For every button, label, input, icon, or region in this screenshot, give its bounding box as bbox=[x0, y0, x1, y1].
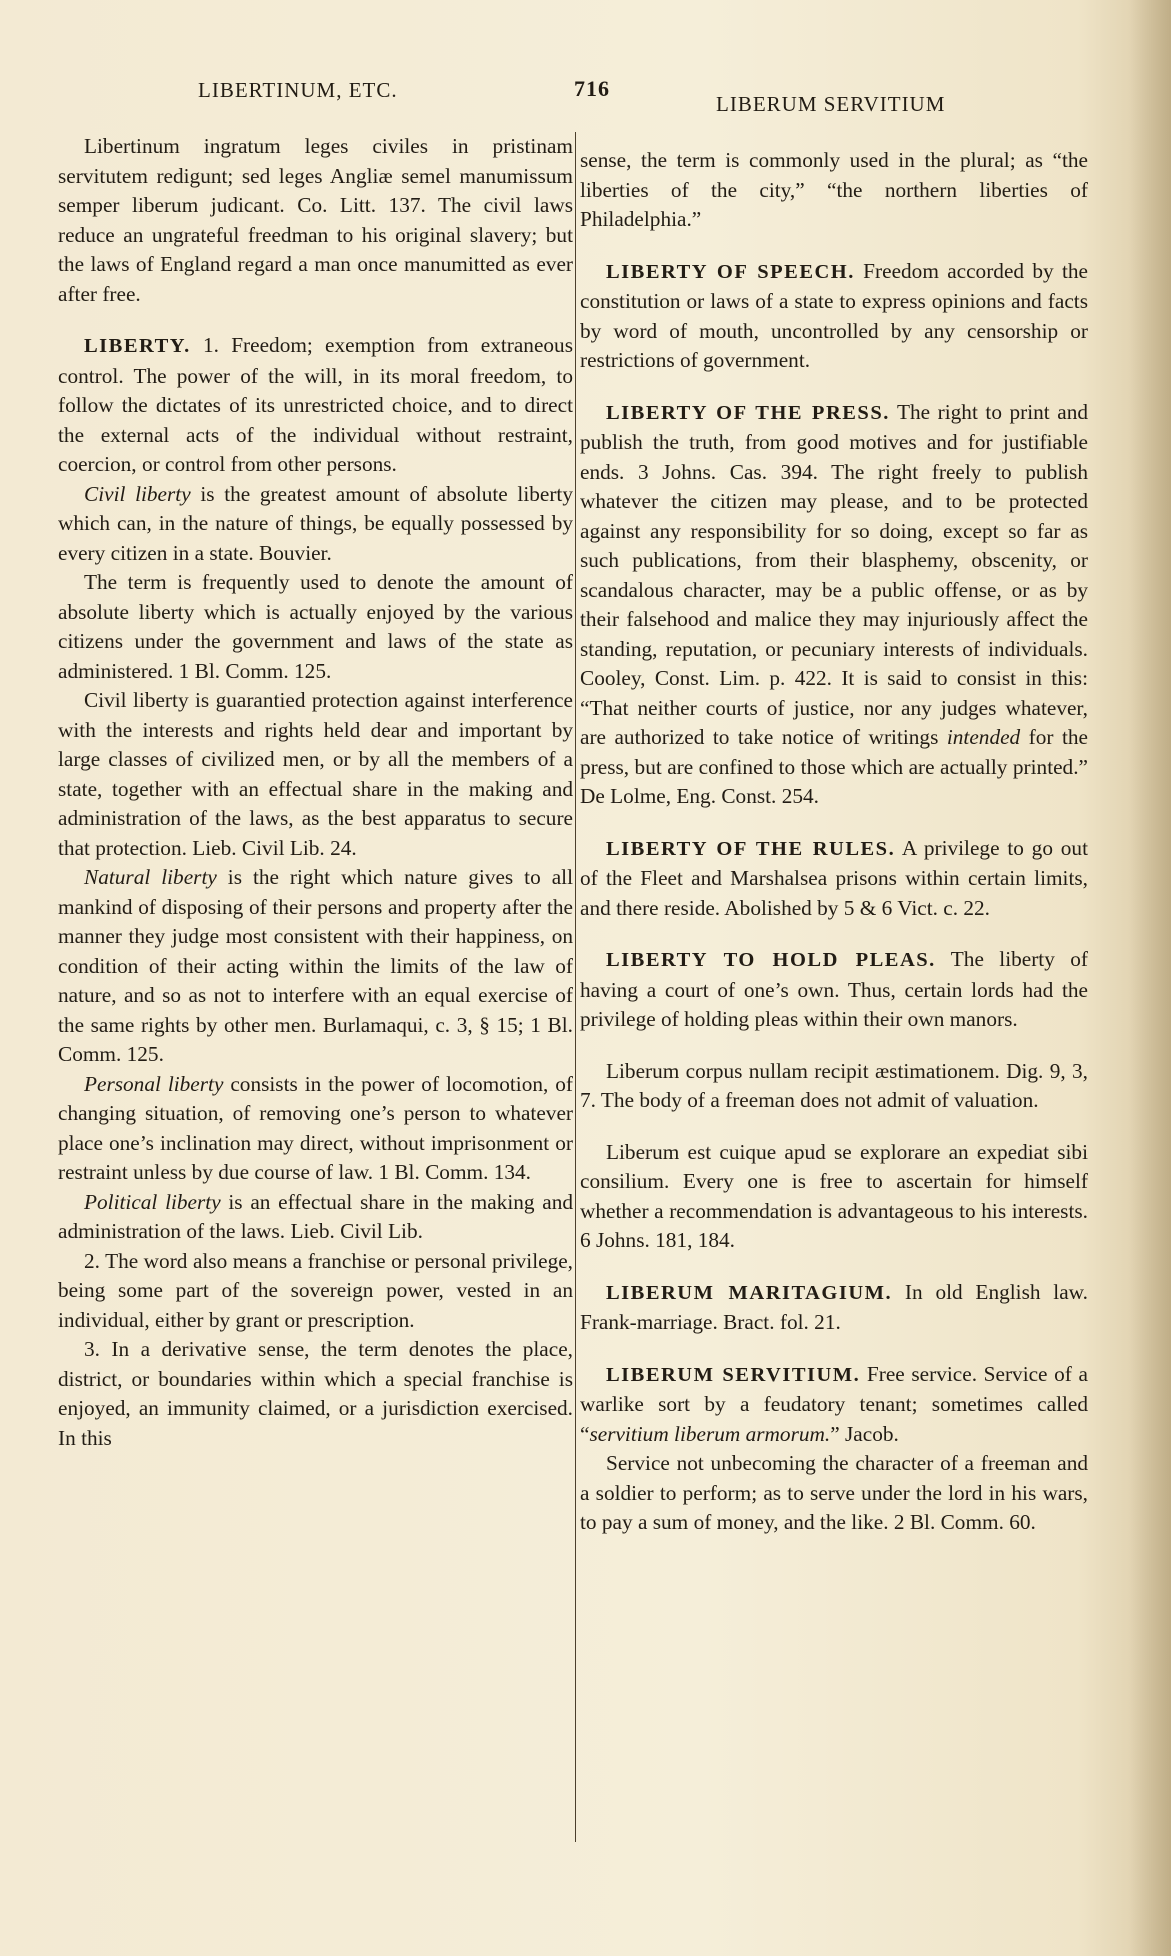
press-definition-2: for the press, but are confined to those which are actually printed.” De Lolme, Eng. Const. 254. bbox=[580, 725, 1089, 808]
service-para: Service not unbecoming the character of a freeman and a soldier to perform; as to serve under the lord in his wars, to pay a sum of money, and the like. 2 Bl. Comm. 60. bbox=[580, 1451, 1088, 1534]
right-column bbox=[580, 146, 1088, 1538]
term-natural-liberty: Natural liberty bbox=[84, 865, 217, 889]
headword-liberty-of-the-press: LIBERTY OF THE PRESS. bbox=[606, 401, 890, 424]
running-head-right: LIBERUM SERVITIUM bbox=[716, 92, 946, 116]
entry-liberty-of-speech bbox=[580, 257, 1088, 376]
entry-liberty-to-hold-pleas bbox=[580, 945, 1088, 1035]
personal-liberty-text: consists in the power of locomotion, of changing situation, of removing one’s person to whatever place one’s inclination may direct, without imprisonment or restraint unless by due course of law. 1 Bl. Comm. 134. bbox=[58, 1071, 573, 1184]
continuation-para: sense, the term is commonly used in the plural; as “the liberties of the city,” “the northern liberties of Philadelphia.” bbox=[580, 148, 1088, 231]
headword-liberty-of-speech: LIBERTY OF SPEECH. bbox=[606, 260, 855, 283]
entry-libertinum: Libertinum ingratum leges civiles in pristinam servitutem redigunt; sed leges Angliæ semel manumissum semper liberum judicant. Co. Litt. 137. The civil laws reduce an ungrateful freedman to his original slavery; but the laws of England regard a man once manumitted as ever after free. bbox=[58, 134, 573, 306]
press-definition-1: The right to print and publish the truth, from good motives and for justifiable ends. 3 Johns. Cas. 394. The right freely to publish whatever the citizen may please, and to be protected against any responsibility for so doing, except so far as such publications, from their blasphemy, obscenity, or scandalous character, may be a public offense, or as by their falsehood and malice they may injuriously affect the standing, reputation, or pecuniary interests of individuals. Cooley, Const. Lim. p. 422. It is said to consist in this: “That neither courts of justice, nor any judges whatever, are authorized to take notice of writings bbox=[580, 399, 1089, 749]
maritagium-definition: In old English law. Frank-marriage. Bract. fol. 21. bbox=[580, 1279, 1088, 1334]
rules-definition: A privilege to go out of the Fleet and Marshalsea prisons within certain limits, and there reside. Abolished by 5 & 6 Vict. c. 22. bbox=[580, 835, 1088, 920]
servitium-definition-1: Free service. Service of a warlike sort by a feudatory tenant; sometimes called “ bbox=[580, 1361, 1088, 1446]
headword-liberum-maritagium: LIBERUM MARITAGIUM. bbox=[606, 1281, 893, 1304]
natural-liberty-para bbox=[58, 863, 573, 1070]
headword-liberum-servitium: LIBERUM SERVITIUM. bbox=[606, 1363, 861, 1386]
entry-liberty-of-the-press bbox=[580, 398, 1088, 812]
natural-liberty-text: is the right which nature gives to all mankind of disposing of their persons and property after the manner they judge most consistent with their happiness, on condition of their acting within the limits of the law of nature, and so as not to interfere with an equal exercise of the same rights by other men. Burlamaqui, c. 3, § 15; 1 Bl. Comm. 125. bbox=[58, 865, 573, 1066]
political-liberty-text: is an effectual share in the making and administration of the laws. Lieb. Civil Lib. bbox=[58, 1189, 574, 1243]
column-divider bbox=[575, 132, 576, 1842]
civil-liberty-text: is the greatest amount of absolute liberty which can, in the nature of things, be equally possessed by every citizen in a state. Bouvier. bbox=[58, 481, 573, 565]
sense-2-para: 2. The word also means a franchise or personal privilege, being some part of the sovereign power, vested in an individual, either by grant or prescription. bbox=[58, 1248, 573, 1332]
servitium-definition-2: ” Jacob. bbox=[830, 1421, 899, 1446]
term-political-liberty: Political liberty bbox=[84, 1189, 221, 1214]
entry-liberum-est: Liberum est cuique apud se explorare an expediat sibi consilium. Every one is free to ascertain for himself whether a recommendation is advantageous to his interests. 6 Johns. 181, 184. bbox=[580, 1139, 1088, 1252]
personal-liberty-para bbox=[58, 1070, 573, 1188]
term-usage-para: The term is frequently used to denote the amount of absolute liberty which is actually enjoyed by the various citizens under the government and laws of the state as administered. 1 Bl. Comm. 125. bbox=[58, 570, 573, 683]
page-edge-shadow bbox=[1129, 0, 1171, 1956]
entry-liberum-maritagium bbox=[580, 1278, 1088, 1338]
headword-liberty-of-the-rules: LIBERTY OF THE RULES. bbox=[606, 837, 896, 860]
term-intended: intended bbox=[946, 725, 1021, 749]
term-personal-liberty: Personal liberty bbox=[84, 1071, 224, 1096]
running-head-left: LIBERTINUM, ETC. bbox=[198, 78, 398, 102]
left-column bbox=[58, 132, 573, 1453]
term-servitium-liberum-armorum: servitium liberum armorum. bbox=[589, 1421, 831, 1446]
headword-liberty-to-hold-pleas: LIBERTY TO HOLD PLEAS. bbox=[606, 949, 936, 971]
civil-guaranteed-para: Civil liberty is guarantied protection against interference with the interests and rights held dear and important by large classes of civilized men, or by all the members of a state, together with an effectual share in the making and administration of the laws, as the best apparatus to secure that protection. Lieb. Civil Lib. 24. bbox=[58, 688, 573, 860]
civil-liberty-para bbox=[58, 480, 573, 569]
entry-liberty bbox=[58, 331, 573, 480]
entry-liberum-corpus: Liberum corpus nullam recipit æstimationem. Dig. 9, 3, 7. The body of a freeman does not admit of valuation. bbox=[580, 1058, 1088, 1112]
sense-3-para: 3. In a derivative sense, the term denotes the place, district, or boundaries within which a special franchise is enjoyed, an immunity claimed, or a jurisdiction exercised. In this bbox=[58, 1337, 573, 1450]
liberty-definition: 1. Freedom; exemption from extraneous control. The power of the will, in its moral freedom, to follow the dictates of its unrestricted choice, and to direct the external acts of the individual without restraint, coercion, or control from other persons. bbox=[58, 333, 573, 476]
running-head bbox=[0, 78, 1171, 118]
entry-liberum-servitium bbox=[580, 1360, 1088, 1450]
pleas-definition: The liberty of having a court of one’s own. Thus, certain lords had the privilege of holding pleas within their own manors. bbox=[580, 947, 1088, 1031]
page-number: 716 bbox=[574, 76, 610, 101]
speech-definition: Freedom accorded by the constitution or laws of a state to express opinions and facts by word of mouth, uncontrolled by any censorship or restrictions of government. bbox=[580, 258, 1088, 372]
term-civil-liberty: Civil liberty bbox=[84, 481, 191, 506]
headword-liberty: LIBERTY. bbox=[84, 335, 191, 357]
entry-liberty-of-the-rules bbox=[580, 834, 1088, 924]
political-liberty-para bbox=[58, 1188, 573, 1247]
